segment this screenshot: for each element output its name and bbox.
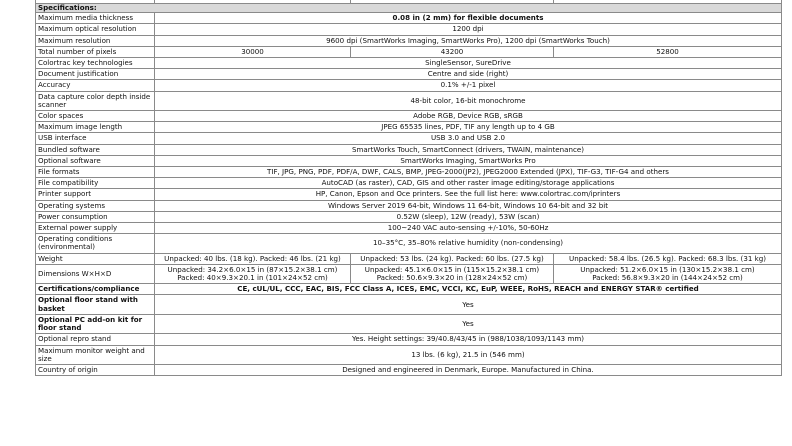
table-row (36, 264, 782, 283)
spec-label: External power supply (36, 223, 155, 234)
spec-value: Adobe RGB, Device RGB, sRGB (155, 111, 782, 122)
spec-value: 9600 dpi (SmartWorks Imaging, SmartWorks Pro), 1200 dpi (SmartWorks Touch) (155, 35, 782, 46)
spec-label: File formats (36, 167, 155, 178)
table-row (36, 284, 782, 295)
spec-label: Maximum image length (36, 122, 155, 133)
spec-value: 100~240 VAC auto-sensing +/-10%, 50-60Hz (155, 223, 782, 234)
table-row (36, 111, 782, 122)
table-row (36, 345, 782, 364)
table-row (36, 80, 782, 91)
spec-label: Country of origin (36, 364, 155, 375)
spec-value-model-1: Unpacked: 40 lbs. (18 kg). Packed: 46 lbs. (21 kg) (155, 253, 351, 264)
table-row (36, 13, 782, 24)
spec-value: Designed and engineered in Denmark, Europe. Manufactured in China. (155, 364, 782, 375)
spec-value: HP, Canon, Epson and Oce printers. See the full list here: www.colortrac.com/iprinters (155, 189, 782, 200)
spec-value: 0.52W (sleep), 12W (ready), 53W (scan) (155, 211, 782, 222)
spec-label: Maximum resolution (36, 35, 155, 46)
spec-value-model-2: Unpacked: 45.1×6.0×15 in (115×15.2×38.1 cm) Packed: 50.6×9.3×20 in (128×24×52 cm) (351, 264, 554, 283)
spec-value: 1200 dpi (155, 24, 782, 35)
spec-value: SmartWorks Imaging, SmartWorks Pro (155, 155, 782, 166)
spec-label: Dimensions W×H×D (36, 264, 155, 283)
spec-value: Yes (155, 295, 782, 314)
spec-label: USB interface (36, 133, 155, 144)
spec-label: Optional software (36, 155, 155, 166)
spec-label: Printer support (36, 189, 155, 200)
table-row (36, 223, 782, 234)
spec-value: Yes. Height settings: 39/40.8/43/45 in (988/1038/1093/1143 mm) (155, 334, 782, 345)
spec-value: 0.08 in (2 mm) for flexible documents (155, 13, 782, 24)
section-title: Specifications: (36, 4, 782, 13)
spec-label: Document justification (36, 69, 155, 80)
spec-label: Colortrac key technologies (36, 58, 155, 69)
section-header-row (36, 4, 782, 13)
spec-value: JPEG 65535 lines, PDF, TIF any length up to 4 GB (155, 122, 782, 133)
spec-label: Maximum media thickness (36, 13, 155, 24)
spec-value: AutoCAD (as raster), CAD, GIS and other raster image editing/storage applications (155, 178, 782, 189)
table-row (36, 91, 782, 110)
table-row (36, 334, 782, 345)
spec-label: Data capture color depth inside scanner (36, 91, 155, 110)
spec-value: TIF, JPG, PNG, PDF, PDF/A, DWF, CALS, BMP, JPEG-2000(JP2), JPEG2000 Extended (JPX), TIF-G3, TIF-G4 and others (155, 167, 782, 178)
spec-value-model-2: 43200 (351, 46, 554, 57)
spec-value-model-3: Unpacked: 51.2×6.0×15 in (130×15.2×38.1 cm) Packed: 56.8×9.3×20 in (144×24×52 cm) (554, 264, 782, 283)
spec-value-model-2: Unpacked: 53 lbs. (24 kg). Packed: 60 lbs. (27.5 kg) (351, 253, 554, 264)
spec-value: Centre and side (right) (155, 69, 782, 80)
table-row (36, 46, 782, 57)
spec-value-model-1: 30000 (155, 46, 351, 57)
specifications-table-body (36, 0, 782, 376)
spec-sheet (35, 0, 783, 376)
spec-label: File compatibility (36, 178, 155, 189)
spec-value: CE, cUL/UL, CCC, EAC, BIS, FCC Class A, ICES, EMC, VCCI, KC, EuP, WEEE, RoHS, REACH and ENERGY STAR® certified (155, 284, 782, 295)
spec-label: Maximum optical resolution (36, 24, 155, 35)
table-row (36, 155, 782, 166)
spec-value: USB 3.0 and USB 2.0 (155, 133, 782, 144)
table-row (36, 144, 782, 155)
spec-value-model-3: Unpacked: 58.4 lbs. (26.5 kg). Packed: 68.3 lbs. (31 kg) (554, 253, 782, 264)
spec-label: Maximum monitor weight and size (36, 345, 155, 364)
table-row (36, 35, 782, 46)
spec-label: Power consumption (36, 211, 155, 222)
table-row (36, 178, 782, 189)
table-row (36, 58, 782, 69)
spec-label: Weight (36, 253, 155, 264)
spec-value: 48-bit color, 16-bit monochrome (155, 91, 782, 110)
table-row (36, 69, 782, 80)
spec-value-model-3: 52800 (554, 46, 782, 57)
table-row (36, 189, 782, 200)
table-row (36, 211, 782, 222)
table-row (36, 234, 782, 253)
table-row (36, 24, 782, 35)
spec-label: Total number of pixels (36, 46, 155, 57)
spec-label: Optional PC add-on kit for floor stand (36, 314, 155, 333)
table-row (36, 133, 782, 144)
spec-label: Operating systems (36, 200, 155, 211)
spec-value: 10–35°C, 35–80% relative humidity (non-condensing) (155, 234, 782, 253)
spec-value: SmartWorks Touch, SmartConnect (drivers, TWAIN, maintenance) (155, 144, 782, 155)
spec-value: Yes (155, 314, 782, 333)
table-row (36, 253, 782, 264)
table-row (36, 200, 782, 211)
spec-value: 0.1% +/-1 pixel (155, 80, 782, 91)
spec-value: SingleSensor, SureDrive (155, 58, 782, 69)
spec-label: Accuracy (36, 80, 155, 91)
spec-value-model-1: Unpacked: 34.2×6.0×15 in (87×15.2×38.1 cm) Packed: 40×9.3×20.1 in (101×24×52 cm) (155, 264, 351, 283)
specifications-table (35, 0, 782, 376)
table-row (36, 295, 782, 314)
spec-label: Certifications/compliance (36, 284, 155, 295)
table-row (36, 314, 782, 333)
table-row (36, 122, 782, 133)
spec-label: Color spaces (36, 111, 155, 122)
spec-label: Operating conditions (environmental) (36, 234, 155, 253)
table-row (36, 167, 782, 178)
spec-label: Optional floor stand with basket (36, 295, 155, 314)
spec-value: 13 lbs. (6 kg), 21.5 in (546 mm) (155, 345, 782, 364)
spec-label: Optional repro stand (36, 334, 155, 345)
table-row (36, 364, 782, 375)
spec-value: Windows Server 2019 64-bit, Windows 11 64-bit, Windows 10 64-bit and 32 bit (155, 200, 782, 211)
spec-label: Bundled software (36, 144, 155, 155)
